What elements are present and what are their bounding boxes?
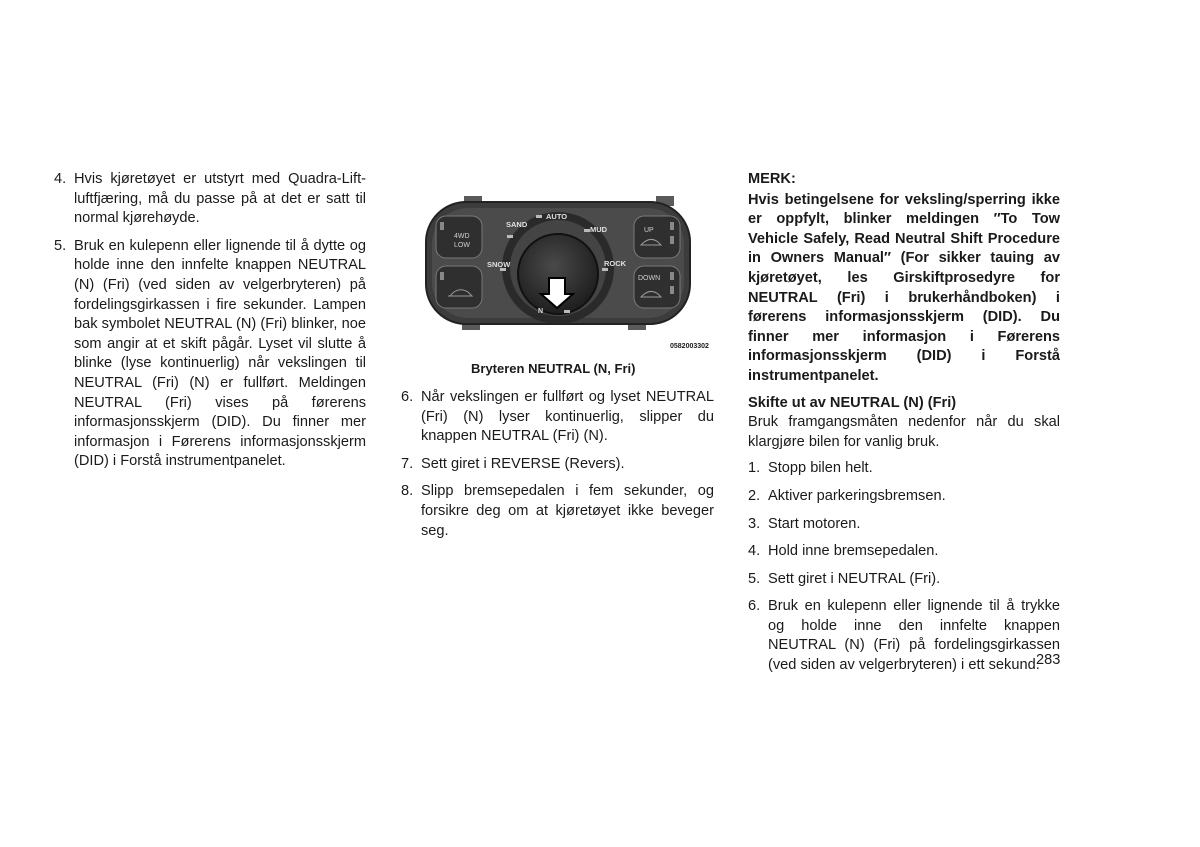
list-item: [748, 597, 1060, 675]
sand-label: SAND: [506, 220, 528, 229]
section-intro: Bruk framgangsmåten nedenfor når du skal klargjøre bilen for vanlig bruk.: [748, 414, 1060, 450]
right-column: [748, 170, 1060, 684]
left-column: [54, 170, 366, 480]
figure-caption: Bryteren NEUTRAL (N, Fri): [471, 361, 636, 376]
item-text: Hvis kjøretøyet er utstyrt med Quadra-Lift-luftfjæring, må du passe på at det er satt til normal kjørehøyde.: [74, 171, 366, 227]
item-number: 4.: [54, 171, 67, 187]
item-text: Stopp bilen helt.: [768, 460, 873, 477]
list-item: [748, 570, 1060, 590]
item-text: Bruk en kulepenn eller lignende til å dytte og holde inne den innfelte knappen NEUTRAL (N) (Fri) (ved siden av velgerbryteren) på fordelingsgirkassen i fire sekunder. Lampen bak symbolet NEUTRAL (N) (Fri) blinker, noe som angir at et skift pågår. Lyset vil slutte å blinke (lyse kontinuerlig) når vekslingen til NEUTRAL (Fri) (N) er fullført. Meldingen NEUTRAL (Fri) vises på førerens informasjonsskjerm (DID). Du finner mer informasjon i Førerens informasjonsskjerm (DID) i Forstå instrumentpanelet.: [74, 237, 366, 470]
list-item: [401, 482, 714, 541]
item-text: Sett giret i NEUTRAL (Fri).: [768, 570, 941, 587]
item-text: Sett giret i REVERSE (Revers).: [421, 455, 625, 472]
item-number: 5.: [748, 570, 761, 587]
section-heading: Skifte ut av NEUTRAL (N) (Fri): [748, 394, 957, 411]
list-item: [401, 388, 714, 447]
rock-label: ROCK: [604, 259, 627, 268]
item-number: 3.: [748, 515, 761, 532]
item-text: Bruk en kulepenn eller lignende til å trykke og holde inne den innfelte knappen NEUTRAL (N) (Fri) på fordelingsgirkassen (ved siden av velgerbryteren) i ett sekund.: [768, 598, 1060, 674]
neutral-label: N: [538, 308, 544, 315]
middle-column: [401, 388, 714, 549]
list-item: [54, 170, 366, 229]
list-item: [748, 459, 1060, 479]
low-label: LOW: [454, 242, 470, 249]
item-number: 1.: [748, 460, 761, 477]
item-number: 2.: [748, 487, 761, 504]
list-item: [401, 455, 714, 475]
list-item: [748, 542, 1060, 562]
selector-switch-illustration: [424, 196, 716, 356]
figure-code: 0582003302: [670, 343, 709, 350]
snow-label: SNOW: [487, 260, 511, 269]
note-heading: MERK:: [748, 171, 796, 187]
down-label: DOWN: [638, 275, 661, 282]
fourwd-label: 4WD: [454, 233, 470, 240]
item-number: 8.: [401, 483, 414, 500]
up-label: UP: [644, 227, 654, 234]
auto-label: AUTO: [546, 212, 568, 221]
mud-label: MUD: [590, 225, 608, 234]
neutral-switch-figure: [424, 196, 716, 356]
item-number: 6.: [401, 389, 414, 405]
item-number: 6.: [748, 598, 761, 615]
item-text: Start motoren.: [768, 515, 861, 532]
list-item: [748, 515, 1060, 535]
item-text: Aktiver parkeringsbremsen.: [768, 487, 946, 504]
item-text: Slipp bremsepedalen i fem sekunder, og forsikre deg om at kjøretøyet ikke beveger seg.: [421, 483, 714, 539]
item-number: 4.: [748, 543, 761, 560]
page-number: 283: [1036, 652, 1061, 668]
item-number: 5.: [54, 237, 67, 254]
list-item: [748, 487, 1060, 507]
list-item: [54, 237, 366, 472]
item-number: 7.: [401, 455, 414, 472]
note-body: Hvis betingelsene for veksling/sperring ikke er oppfylt, blinker meldingen ″To Tow Vehicle Safely, Read Neutral Shift Procedure in Owners Manual″ (For sikker tauing av kjøretøyet, les Girskiftprosedyre for NEUTRAL (Fri) i brukerhåndboken) i førerens informasjonsskjerm (DID). Du finner mer informasjon i Førerens informasjonsskjerm (DID) i Forstå instrumentpanelet.: [748, 191, 1060, 384]
item-text: Når vekslingen er fullført og lyset NEUTRAL (Fri) (N) lyser kontinuerlig, slipper du knappen NEUTRAL (Fri) (N).: [421, 389, 714, 445]
item-text: Hold inne bremsepedalen.: [768, 543, 939, 560]
